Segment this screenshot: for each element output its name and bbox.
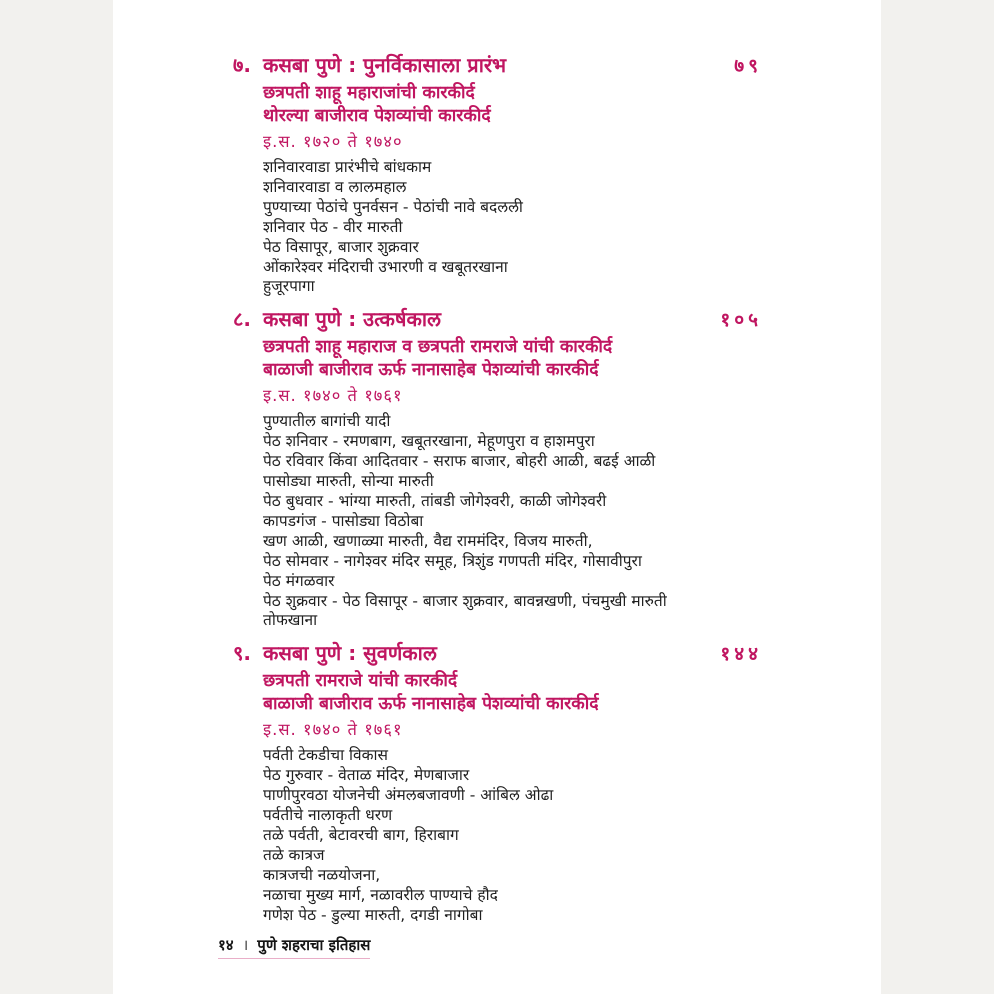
toc-item: पेठ शुक्रवार - पेठ विसापूर - बाजार शुक्रवार, बावन्नखणी, पंचमुखी मारुती: [263, 591, 667, 610]
section-period: इ.स. १७२० ते १७४०: [263, 132, 403, 151]
toc-item: हुजूरपागा: [263, 277, 315, 296]
toc-item: पेठ गुरुवार - वेताळ मंदिर, मेणबाजार: [263, 766, 470, 785]
toc-item: पासोड्या मारुती, सोन्या मारुती: [263, 472, 434, 491]
section-header: [233, 641, 762, 666]
toc-item: नळाचा मुख्य मार्ग, नळावरील पाण्याचे हौद: [263, 885, 498, 904]
toc-item: शनिवार पेठ - वीर मारुती: [263, 217, 403, 236]
footer-page-number: १४: [218, 936, 234, 954]
section-subtitles: [263, 670, 762, 716]
book-page: [113, 0, 881, 994]
toc-item: पेठ मंगळवार: [263, 571, 335, 590]
toc-item: ओंकारेश्वर मंदिराची उभारणी व खबूतरखाना: [263, 257, 508, 276]
section-subtitle: छत्रपती शाहू महाराज व छत्रपती रामराजे यांची कारकीर्द: [263, 337, 613, 358]
section-subtitle: छत्रपती शाहू महाराजांची कारकीर्द: [263, 83, 475, 103]
section-number: ८.: [233, 307, 251, 332]
section-subtitle: बाळाजी बाजीराव ऊर्फ नानासाहेब पेशव्यांची कारकीर्द: [263, 360, 599, 381]
section-title: कसबा पुणे : सुवर्णकाल: [263, 641, 437, 666]
page-footer: [218, 936, 370, 959]
section-items: [263, 158, 762, 297]
section-period: इ.स. १७४० ते १७६१: [263, 720, 403, 740]
section-items: [263, 412, 762, 631]
section-items: [263, 746, 762, 925]
toc-item: कापडगंज - पासोड्या विठोबा: [263, 511, 424, 530]
section-header: [233, 53, 762, 78]
toc-item: पर्वती टेकडीचा विकास: [263, 746, 389, 765]
section-number: ७.: [233, 53, 251, 77]
section-period: इ.स. १७४० ते १७६१: [263, 386, 403, 406]
section-header: [233, 307, 762, 332]
section-page-number: १०५: [720, 309, 762, 332]
section-subtitles: [263, 336, 762, 382]
section-page-number: ७९: [734, 55, 762, 77]
toc-item: तोफखाना: [263, 611, 318, 630]
toc-item: शनिवारवाडा व लालमहाल: [263, 177, 407, 196]
toc-item: पेठ विसापूर, बाजार शुक्रवार: [263, 237, 419, 256]
toc-item: खण आळी, खणाळ्या मारुती, वैद्य राममंदिर, विजय मारुती,: [263, 531, 593, 550]
toc-section: [233, 307, 762, 631]
toc-item: तळे पर्वती, बेटावरची बाग, हिराबाग: [263, 825, 459, 844]
toc-item: कात्रजची नळयोजना,: [263, 865, 381, 884]
section-page-number: १४४: [720, 643, 762, 666]
section-subtitle: छत्रपती रामराजे यांची कारकीर्द: [263, 671, 458, 692]
section-subtitle: बाळाजी बाजीराव ऊर्फ नानासाहेब पेशव्यांची कारकीर्द: [263, 694, 599, 715]
toc-item: तळे कात्रज: [263, 845, 325, 864]
section-subtitle: थोरल्या बाजीराव पेशव्यांची कारकीर्द: [263, 106, 491, 126]
toc-item: गणेश पेठ - डुल्या मारुती, दगडी नागोबा: [263, 905, 483, 924]
toc-item: पुण्यातील बागांची यादी: [263, 412, 391, 431]
section-number: ९.: [233, 641, 251, 666]
table-of-contents: [113, 0, 881, 925]
toc-sections: [233, 53, 762, 925]
toc-item: पुण्याच्या पेठांचे पुनर्वसन - पेठांची नावे बदलली: [263, 197, 523, 216]
toc-item: पाणीपुरवठा योजनेची अंमलबजावणी - आंबिल ओढा: [263, 786, 554, 805]
toc-item: पेठ रविवार किंवा आदितवार - सराफ बाजार, बोहरी आळी, बढई आळी: [263, 452, 656, 471]
section-title: कसबा पुणे : पुनर्विकासाला प्रारंभ: [263, 53, 507, 77]
toc-item: शनिवारवाडा प्रारंभीचे बांधकाम: [263, 158, 432, 176]
toc-item: पेठ बुधवार - भांग्या मारुती, तांबडी जोगेश्वरी, काळी जोगेश्वरी: [263, 491, 607, 510]
footer-separator: ।: [242, 936, 249, 954]
toc-section: [233, 641, 762, 925]
section-subtitles: [263, 82, 762, 128]
toc-item: पेठ शनिवार - रमणबाग, खबूतरखाना, मेहूणपुरा व हाशमपुरा: [263, 432, 595, 451]
footer-book-title: पुणे शहराचा इतिहास: [257, 936, 371, 954]
toc-item: पेठ सोमवार - नागेश्वर मंदिर समूह, त्रिशुंड गणपती मंदिर, गोसावीपुरा: [263, 551, 642, 570]
toc-item: पर्वतीचे नालाकृती धरण: [263, 806, 393, 825]
section-title: कसबा पुणे : उत्कर्षकाल: [263, 307, 441, 332]
toc-section: [233, 53, 762, 297]
